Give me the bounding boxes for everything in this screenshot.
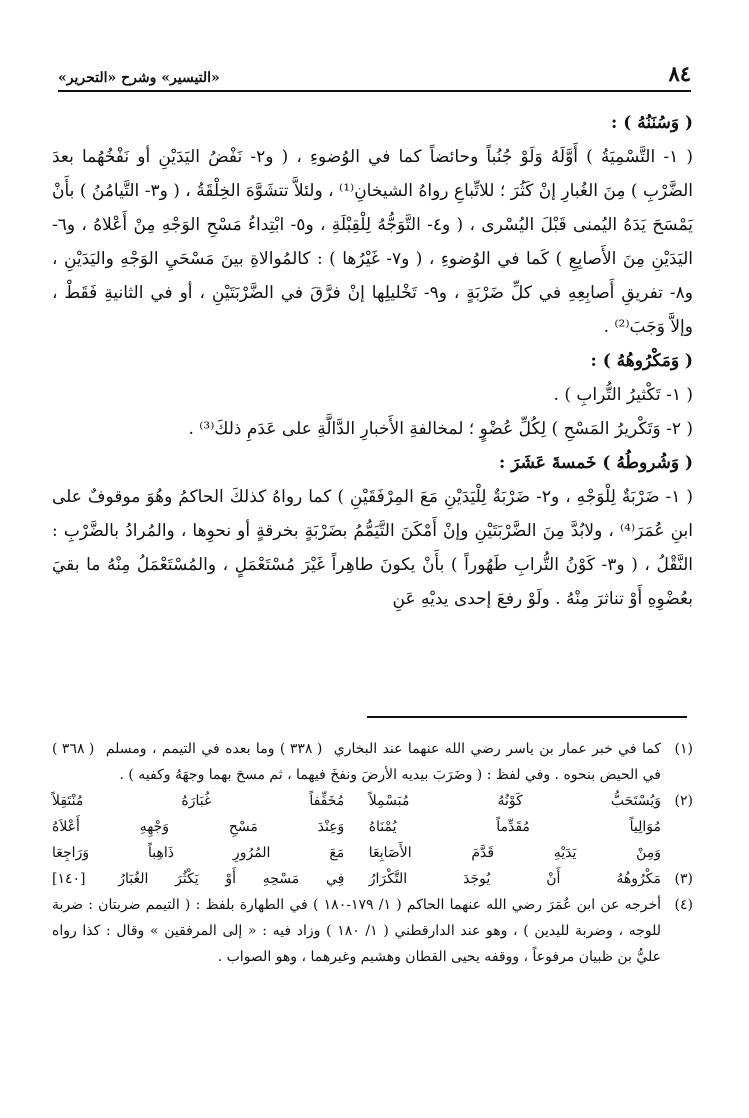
poem-verse [52, 866, 661, 892]
footnote-text-part: في الحيض بنحوه . وفي لفظ : ( وضَرَبَ بيديه الأرضَ ونفخَ فيهما ، ثم مسحَ بهما وجهَهُ وكفيه ) . [119, 767, 661, 783]
footnote-2 [52, 788, 693, 866]
running-title: «التيسير» وشرح «التحرير» [58, 70, 220, 86]
poem [52, 866, 661, 892]
footnote-number: (٣) [674, 871, 693, 887]
footnote-text-part: وما بعده في التيمم ، ومسلم [105, 741, 275, 757]
heading-shurut: ( وَشُروطُهُ ) خَمسةَ عَشَرَ : [499, 453, 693, 473]
hadith-reference: ( ٣٦٨ ) [52, 741, 95, 757]
footnote-number: (٢) [674, 793, 693, 809]
paragraph-makruh-1: ( ١- تَكْثيرُ التُّرابِ ) . [553, 385, 693, 405]
footnote-divider [367, 716, 687, 718]
page-number: ٨٤ [668, 61, 691, 86]
footnote-number: (١) [674, 741, 693, 757]
footnote-number: (٤) [674, 897, 693, 913]
footnote-1 [52, 736, 693, 788]
heading-sunan: ( وَسُنَنُهُ ) : [611, 113, 693, 133]
paragraph-shurut: ( ١- ضَرْبَةٌ لِلْوَجْهِ ، و٢- ضَرْبَةٌ لِلْيَدَيْنِ مَعَ المِرْفَقَيْنِ ) كما رواهُ كذلكَ الحاكمُ وهُوَ موقوفٌ على ابنِ عُمَرَ⁽⁴⁾ ، ولابُدَّ مِنَ الضَّرْبَتَيْنِ وإنْ أَمْكَنَ التَّيَمُّمُ بضَرْبَةٍ بخرقةٍ أو نحوِها ، والمُرادُ بالضَّرْبِ : النَّقْلُ ، ( و٣- كَوْنُ التُّرابِ طَهُوراً ) بأَنْ يكونَ طاهِراً غَيْرَ مُسْتَعْمَلٍ ، والمُسْتَعْمَلُ مِنْهُ ما بقيَ بعُضْوِهِ أَوْ تناثرَ مِنْهُ . ولَوْ رفعَ إحدى يديْهِ عَنِ [52, 487, 694, 609]
heading-makruh: ( وَمَكْرُوهُهُ ) : [590, 351, 693, 371]
footnotes [52, 736, 693, 970]
footnote-text [52, 736, 661, 788]
verse-first-hemistich: مَكْرُوهُهُ أَنْ يُوجَدَ التَّكْرَارُ [368, 871, 661, 887]
page-header [58, 58, 691, 92]
footnote-3 [52, 866, 693, 892]
poem-verse [52, 814, 661, 840]
main-text [52, 106, 693, 616]
verse-text: فِي مَسْحِهِ أَوْ يَكْثُرَ الغُبَارُ [118, 871, 345, 887]
verse-second-hemistich: مُخَفِّفاً غُبَارَهُ مُنْتَقِلاً [52, 793, 345, 809]
verse-first-hemistich: وَمِنْ يَدَيْهِ قَدَّمَ الأَصَابِعَا [368, 845, 661, 861]
verse-second-hemistich [52, 866, 344, 892]
footnote-text: أخرجه عن ابن عُمَرَ رضي الله عنهما الحاكم ( ١/ ١٧٩-١٨٠ ) في الطهارة بلفظ : ( التيمم ضربتان : ضربة للوجه ، وضربة لليدين ) ، وهو عند الدارقطني ( ١/ ١٨٠ ) وزاد فيه : « إلى المرفقين » وقال : كذا رواه عليُّ بن ظبيان مرفوعاً ، ووقفه يحيى القطان وهشيم وغيرهما ، وهو الصواب . [52, 897, 662, 965]
paragraph-sunan: ( ١- التَّسْمِيَةُ ) أَوَّلَهُ وَلَوْ جُنُباً وحائضاً كما في الوُضوءِ ، ( و٢- نَفْضُ اليَدَيْنِ أو نَفْخُهُما بعدَ الضَّرْبِ ) مِنَ الغُبارِ إنْ كَثُرَ ؛ للاتِّباعِ رواهُ الشيخانِ⁽¹⁾ ، ولئلاَّ تتشَوَّهَ الخِلْقَةُ ، ( و٣- التَّيامُنُ ) بأَنْ يَمْسَحَ يَدَهُ اليُمنى قَبْلَ اليُسْرى ، ( و٤- التَّوَجُّهُ لِلْقِبْلَةِ ، و٥- ابْتِداءُ مَسْحِ الوَجْهِ مِنْ أَعْلاهُ ، و٦- اليَدَيْنِ مِنَ الأَصابِعِ ) كَما في الوُضوءِ ، ( و٧- غَيْرُها ) : كالمُوالاةِ بينَ مَسْحَيِ الوَجْهِ واليَدَيْنِ ، و٨- تفريقِ أَصابِعِهِ في كلِّ ضَرْبَةٍ ، و٩- تَخْليلِها إنْ فرَّقَ في الضَّرْبَتَيْنِ ، أو في الثانيةِ فَقَطْ ، وإلاَّ وَجَبَ⁽²⁾ . [52, 147, 694, 337]
verse-first-hemistich: وَيُسْتَحَبُّ كَوْنُهُ مُبَسْمِلاً [368, 793, 661, 809]
poem-verse [52, 840, 661, 866]
poem-verse [52, 788, 661, 814]
verse-first-hemistich: مُوَالِياً مُقَدِّماً يُمْنَاهُ [368, 819, 661, 835]
poem [52, 788, 661, 866]
paragraph-makruh-2: ( ٢- وَتَكْريرُ المَسْحِ ) لِكُلِّ عُضْوٍ ؛ لمخالفةِ الأَخبارِ الدَّالَّةِ على عَدَمِ ذلكَ⁽³⁾ . [188, 419, 693, 439]
verse-second-hemistich: مَعَ المُرُورِ ذَاهِباً وَرَاجِعَا [52, 845, 345, 861]
verse-reference: [١٤٠] [52, 871, 86, 887]
hadith-reference: ( ٣٣٨ ) [279, 741, 323, 757]
footnote-4 [52, 892, 693, 970]
verse-second-hemistich: وَعِنْدَ مَسْحِ وَجْهِهِ أَعْلاَهُ [52, 819, 345, 835]
footnote-text-part: كما في خبر عمار بن ياسر رضي الله عنهما عند البخاري [333, 741, 662, 757]
